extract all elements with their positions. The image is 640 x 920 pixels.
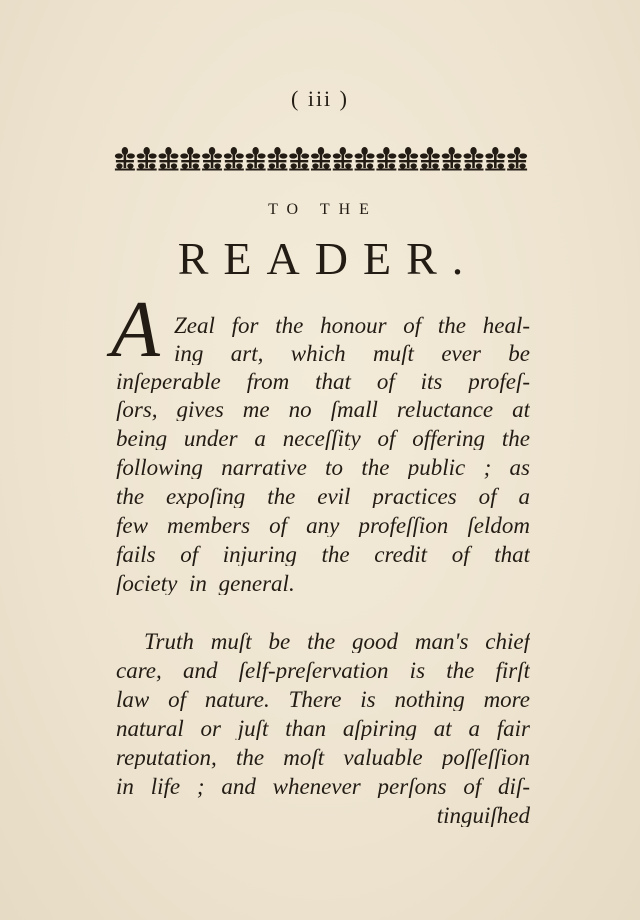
text-line: Truth muſt be the good man's chief — [144, 630, 530, 653]
fleuron-unit — [224, 147, 244, 171]
fleuron-unit — [115, 147, 135, 171]
heading-reader: READER. — [177, 233, 479, 284]
fleuron-unit — [333, 147, 353, 171]
fleuron-unit — [420, 147, 440, 171]
text-line: fails of injuring the credit of that — [116, 543, 530, 566]
fleuron-unit — [202, 147, 222, 171]
heading-to-the: TO THE — [268, 201, 378, 218]
fleuron-unit — [355, 147, 375, 171]
catchword: tinguiſhed — [436, 804, 530, 827]
fleuron-unit — [289, 147, 309, 171]
fleuron-unit — [311, 147, 331, 171]
text-line: following narrative to the public ; as — [116, 456, 530, 479]
fleuron-unit — [442, 147, 462, 171]
text-line: natural or juſt than aſpiring at a fair — [116, 717, 530, 740]
text-line: in life ; and whenever perſons of diſ- — [116, 775, 530, 798]
fleuron-unit — [507, 147, 527, 171]
text-line: law of nature. There is nothing more — [116, 688, 530, 711]
fleuron-unit — [485, 147, 505, 171]
text-line: ſociety in general. — [116, 572, 295, 595]
fleuron-unit — [158, 147, 178, 171]
fleuron-unit — [398, 147, 418, 171]
text-line: care, and ſelf-preſervation is the firſt — [116, 659, 530, 682]
drop-cap: A — [111, 286, 160, 374]
fleuron-unit — [267, 147, 287, 171]
page-number: ( iii ) — [291, 86, 349, 111]
text-line: ſors, gives me no ſmall reluctance at — [116, 398, 530, 421]
text-line: inſeperable from that of its profeſ- — [116, 370, 530, 393]
text-line: the expoſing the evil practices of a — [116, 485, 530, 508]
fleuron-unit — [246, 147, 266, 171]
fleuron-unit — [137, 147, 157, 171]
text-line: reputation, the moſt valuable poſſeſſion — [116, 746, 530, 769]
text-line: Zeal for the honour of the heal- — [174, 314, 530, 337]
fleuron-unit — [376, 147, 396, 171]
fleuron-unit — [180, 147, 200, 171]
text-line: few members of any profeſſion ſeldom — [116, 514, 530, 537]
fleuron-unit — [464, 147, 484, 171]
text-line: being under a neceſſity of offering the — [116, 427, 530, 450]
fleuron-border-icon — [114, 144, 528, 172]
text-line: ing art, which muſt ever be — [174, 342, 530, 365]
